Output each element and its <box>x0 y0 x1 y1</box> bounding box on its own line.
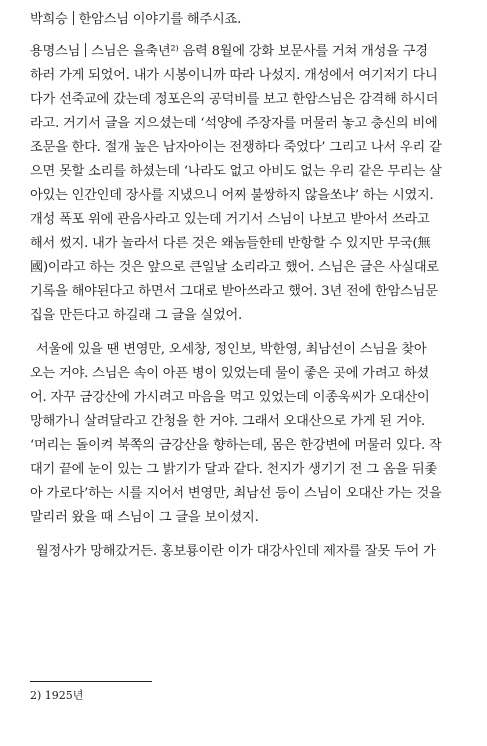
paragraph-first-line: 월정사가 망해갔거든. 홍보룡이란 이가 대강사인데 제자를 잘못 두어 가 <box>36 544 436 559</box>
dialogue-text: 한암스님 이야기를 해주시죠. <box>78 12 242 27</box>
text-line: 國)이라고 하는 것은 앞으로 큰일날 소리라고 했어. 스님은 글은 사실대로 <box>30 260 439 275</box>
text-line: 기록을 해야된다고 하면서 그대로 받아쓰라고 했어. 3년 전에 한암스님문 <box>30 284 438 299</box>
text-line: 아있는 인간인데 장사를 지냈으니 어찌 불쌍하지 않을쏘냐’ 하는 시였지. <box>30 188 434 203</box>
speaker-separator <box>85 43 86 57</box>
text-line: 해서 썼지. 내가 놀라서 다른 것은 왜놈들한테 반항할 수 있지만 무국(無 <box>30 236 431 251</box>
footnote-divider <box>30 681 152 682</box>
text-line: 어. 자꾸 금강산에 가시려고 마음을 먹고 있었는데 이종욱씨가 오대산이 <box>30 390 430 405</box>
dialogue-text: 스님은 을축년²⁾ 음력 8월에 강화 보문사를 거쳐 개성을 구경 <box>91 44 428 59</box>
text-line: 개성 폭포 위에 관음사라고 있는데 거기서 스님이 나보고 받아서 쓰라고 <box>30 212 430 227</box>
text-line: 다가 선죽교에 갔는데 정포은의 공덕비를 보고 한암스님은 감격해 하시더 <box>30 92 439 107</box>
text-line: 오는 거야. 스님은 속이 아픈 병이 있었는데 물이 좋은 곳에 가려고 하셨 <box>30 366 429 381</box>
text-line: 라고. 거기서 글을 지으셨는데 ‘석양에 주장자를 머물러 놓고 충신의 비에 <box>30 116 438 131</box>
speaker-name: 박희승 <box>30 12 68 27</box>
text-line: 망해가니 살려달라고 간청을 한 거야. 그래서 오대산으로 가게 된 거야. <box>30 414 426 429</box>
text-line: 조문을 한다. 절개 높은 남자아이는 전쟁하다 죽었다’ 그리고 나서 우리 같 <box>30 140 442 155</box>
text-line: 하러 가게 되었어. 내가 시봉이니까 따라 나섰지. 개성에서 여기저기 다니 <box>30 68 438 83</box>
paragraph-first-line: 서울에 있을 땐 변영만, 오세창, 정인보, 박한영, 최남선이 스님을 찾아 <box>36 342 427 357</box>
footnote: 2) 1925년 <box>30 689 84 702</box>
speaker-name: 용명스님 <box>30 44 81 59</box>
text-line: 아 가로다’하는 시를 지어서 변영만, 최남선 등이 스님이 오대산 가는 것을 <box>30 486 442 501</box>
dialogue-line-1 <box>30 10 470 30</box>
text-line: 대기 끝에 눈이 있는 그 밝기가 달과 같다. 천지가 생기기 전 그 옴을 뒤좇 <box>30 462 437 477</box>
text-line: 집을 만든다고 하길래 그 글을 실었어. <box>30 308 243 323</box>
text-line: 말리러 왔을 때 스님이 그 글을 보이셨지. <box>30 510 259 525</box>
text-line: ‘머리는 돌이켜 북쪽의 금강산을 향하는데, 몸은 한강변에 머물러 있다. 작 <box>30 438 442 453</box>
dialogue-line-2 <box>30 42 470 62</box>
text-line: 으면 못할 소리를 하셨는데 ‘나라도 없고 아비도 없는 우리 같은 무리는 살 <box>30 164 442 179</box>
speaker-separator <box>73 11 74 25</box>
